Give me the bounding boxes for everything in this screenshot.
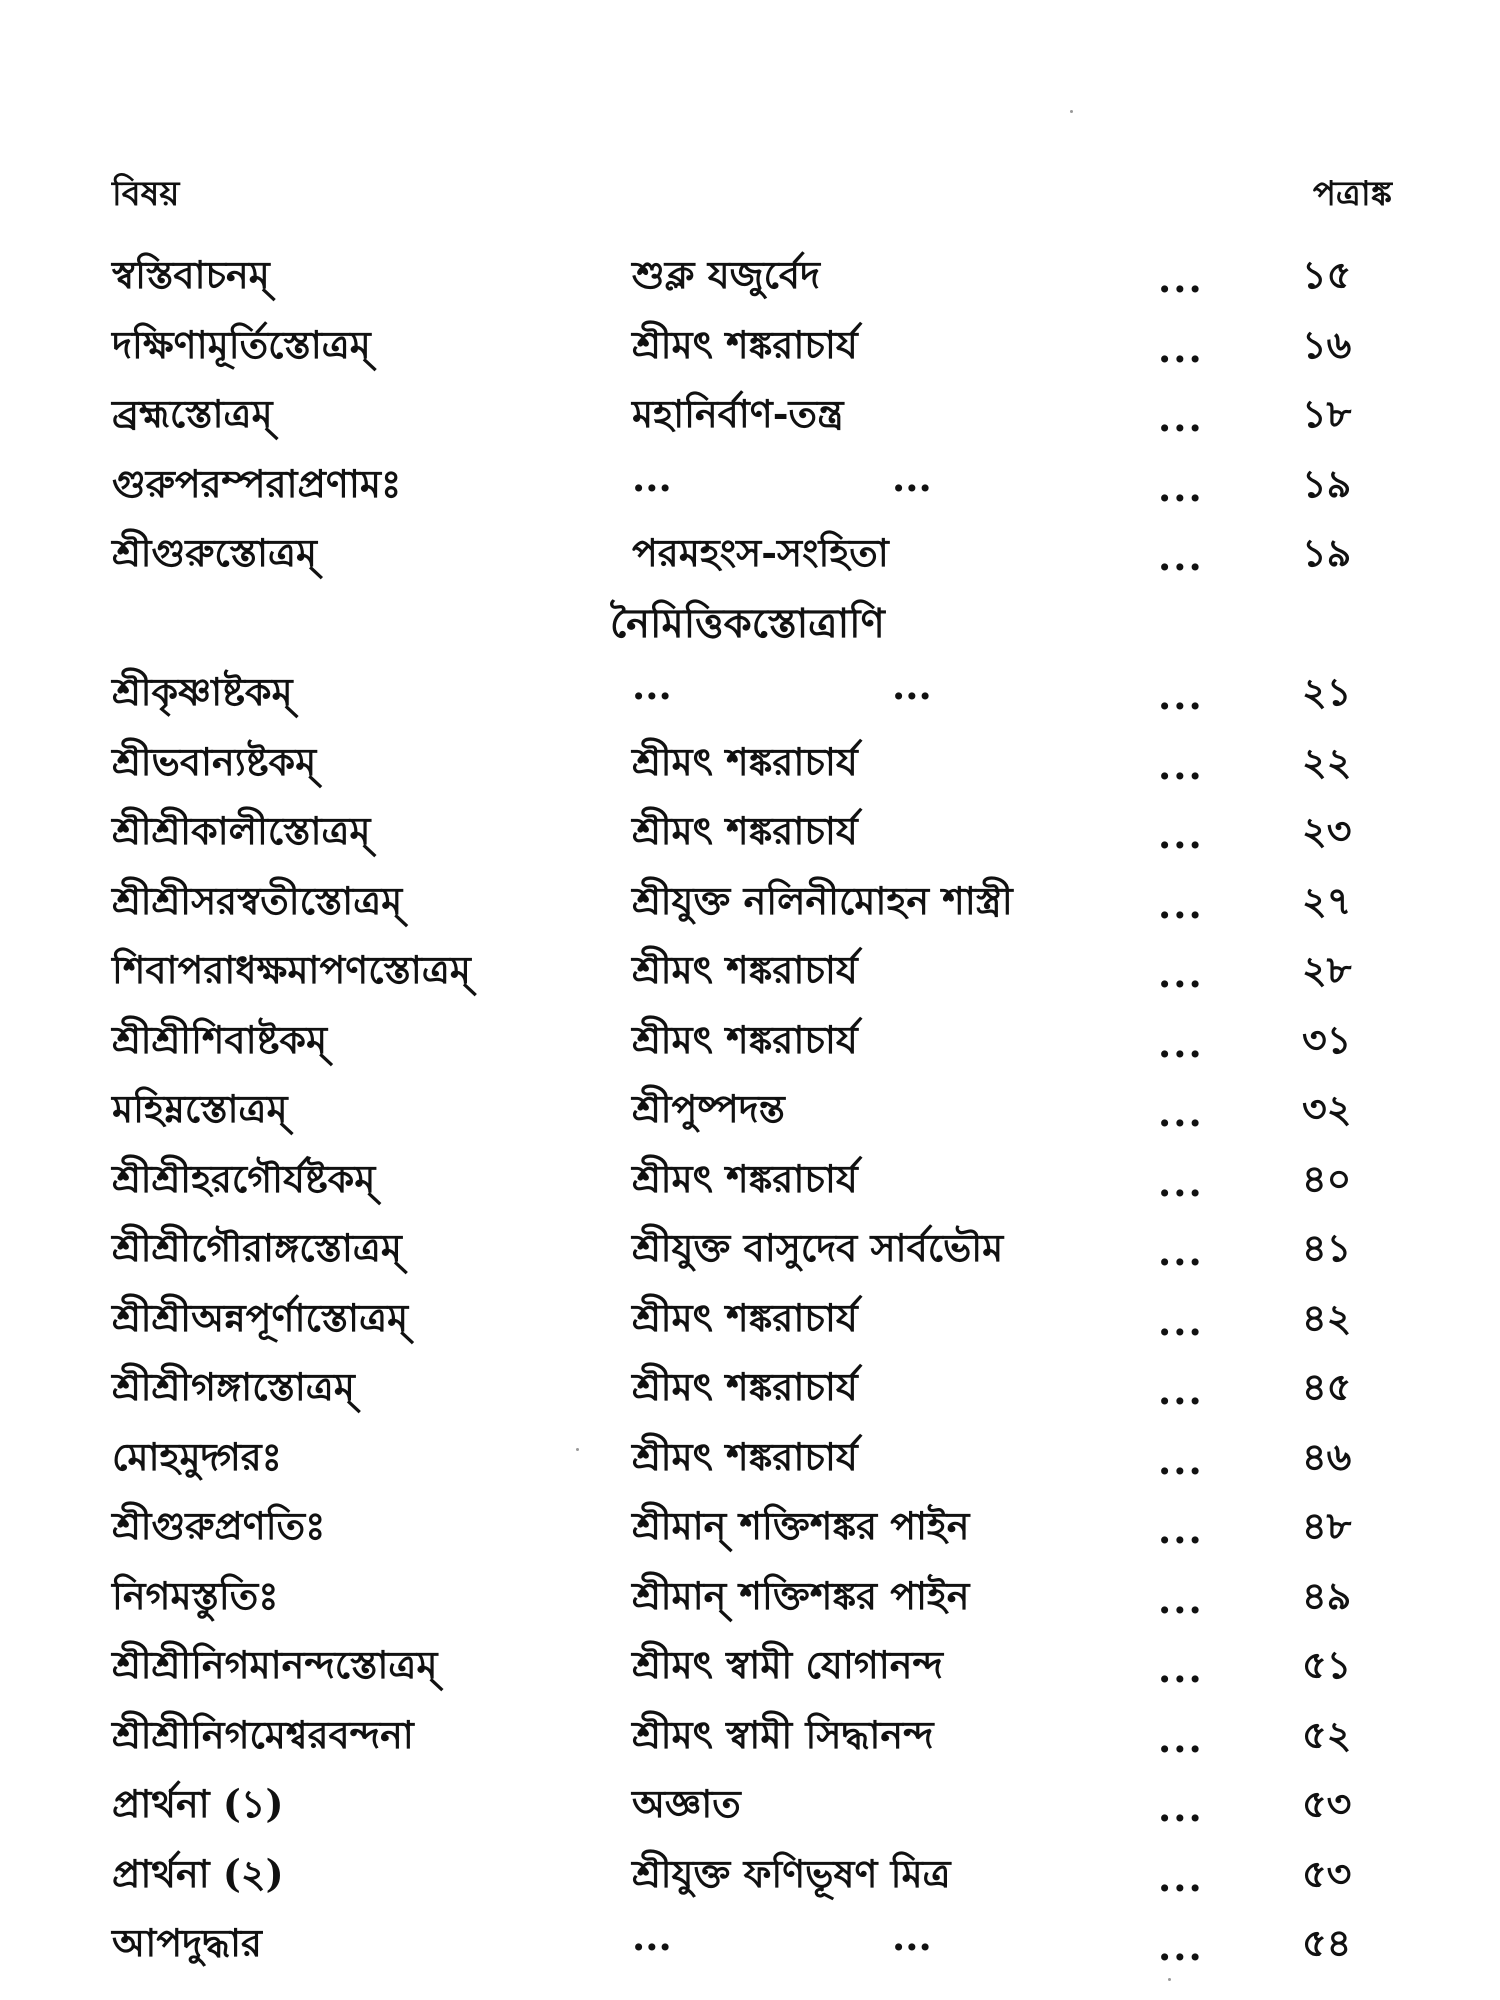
toc-title: আপদুদ্ধার bbox=[112, 1920, 262, 1965]
toc-title: শ্রীভবান্যষ্টকম্ bbox=[112, 738, 317, 784]
toc-title: শ্রীশ্রীশিবাষ্টকম্ bbox=[112, 1016, 328, 1062]
toc-row bbox=[112, 1072, 1392, 1142]
leader-dots: ... bbox=[1158, 325, 1204, 371]
toc-author: শুক্ল যজুর্বেদ bbox=[632, 252, 820, 297]
leader-dots: ... bbox=[1158, 1090, 1204, 1135]
toc-author: শ্রীমৎ শঙ্করাচার্য bbox=[632, 1016, 858, 1062]
leader-dots: ... bbox=[1158, 1159, 1204, 1205]
toc-page-number: ৫৩ bbox=[1302, 1850, 1352, 1896]
toc-row bbox=[112, 1837, 1392, 1907]
leader-dots: ... bbox=[1158, 1229, 1204, 1274]
toc-author: শ্রীযুক্ত বাসুদেব সার্বভৌম bbox=[632, 1225, 1004, 1270]
leader-dots: ... bbox=[1158, 1576, 1204, 1622]
toc-author: পরমহংস-সংহিতা bbox=[632, 530, 889, 575]
leader-dots: ... bbox=[1158, 951, 1204, 996]
leader-dots: ... bbox=[1158, 881, 1204, 927]
toc-title: শ্রীশ্রীকালীস্তোত্রম্ bbox=[112, 808, 371, 853]
toc-row bbox=[112, 1003, 1392, 1073]
leader-dots: ... bbox=[1158, 395, 1204, 440]
toc-page-number: ৪২ bbox=[1302, 1294, 1352, 1340]
leader-dots: ... bbox=[1158, 1924, 1204, 1969]
toc-page-number: ২৭ bbox=[1302, 877, 1352, 923]
toc-page-number: ৪৯ bbox=[1302, 1572, 1352, 1618]
toc-title: শ্রীশ্রীহরগৌর্যষ্টকম্ bbox=[112, 1155, 376, 1201]
toc-row bbox=[112, 1350, 1392, 1420]
toc-page-number: ৪০ bbox=[1302, 1155, 1352, 1201]
leader-dots: ... bbox=[1158, 256, 1204, 301]
toc-row bbox=[112, 308, 1392, 378]
toc-row bbox=[112, 1489, 1392, 1559]
toc-row bbox=[112, 516, 1392, 586]
author-placeholder-dots: ... bbox=[632, 663, 672, 708]
toc-author: মহানির্বাণ-তন্ত্র bbox=[632, 391, 844, 436]
leader-dots: ... bbox=[1158, 1715, 1204, 1761]
toc-title: শ্রীশ্রীনিগমানন্দস্তোত্রম্ bbox=[112, 1642, 438, 1687]
toc-page-number: ৫৪ bbox=[1302, 1920, 1352, 1965]
toc-row bbox=[112, 1906, 1392, 1976]
toc-row bbox=[112, 864, 1392, 934]
toc-title: ব্রহ্মস্তোত্রম্ bbox=[112, 391, 273, 436]
author-placeholder-dots: ... bbox=[892, 663, 932, 708]
toc-author: শ্রীমৎ স্বামী সিদ্ধানন্দ bbox=[632, 1711, 934, 1757]
leader-dots: ... bbox=[1158, 1646, 1204, 1691]
toc-title: শিবাপরাধক্ষমাপণস্তোত্রম্ bbox=[112, 947, 471, 992]
toc-page-number: ১৯ bbox=[1302, 530, 1352, 575]
toc-title: শ্রীশ্রীঅন্নপূর্ণাস্তোত্রম্ bbox=[112, 1294, 409, 1340]
toc-title: শ্রীশ্রীনিগমেশ্বরবন্দনা bbox=[112, 1711, 414, 1757]
leader-dots: ... bbox=[1158, 1854, 1204, 1900]
section-heading-row bbox=[112, 586, 1392, 656]
toc-page-number: ৪৬ bbox=[1302, 1433, 1352, 1479]
toc-row bbox=[112, 1211, 1392, 1281]
toc-author: শ্রীমৎ শঙ্করাচার্য bbox=[632, 738, 858, 784]
toc-page-number: ৩২ bbox=[1302, 1086, 1352, 1131]
paper-speck bbox=[1070, 110, 1073, 113]
toc-row bbox=[112, 1281, 1392, 1351]
toc-page-number: ৫১ bbox=[1302, 1642, 1352, 1687]
toc-author: শ্রীমান্ শক্তিশঙ্কর পাইন bbox=[632, 1572, 970, 1618]
toc-page-number: ২২ bbox=[1302, 738, 1352, 784]
section-title: নৈমিত্তিকস্তোত্রাণি bbox=[610, 599, 885, 647]
toc-author: শ্রীপুষ্পদন্ত bbox=[632, 1086, 785, 1131]
toc-page-number: ১৬ bbox=[1302, 321, 1352, 367]
toc-author: শ্রীমৎ শঙ্করাচার্য bbox=[632, 808, 858, 853]
toc-author bbox=[632, 663, 932, 708]
toc-row bbox=[112, 1767, 1392, 1837]
toc-author: শ্রীযুক্ত নলিনীমোহন শাস্ত্রী bbox=[632, 877, 1013, 923]
author-placeholder-dots: ... bbox=[892, 1914, 932, 1959]
toc-page-number: ১৯ bbox=[1302, 460, 1352, 506]
toc-page-number: ২১ bbox=[1302, 669, 1352, 714]
toc-title: শ্রীগুরুস্তোত্রম্ bbox=[112, 530, 318, 575]
toc-title: শ্রীগুরুপ্রণতিঃ bbox=[112, 1503, 326, 1548]
leader-dots: ... bbox=[1158, 1785, 1204, 1830]
author-placeholder-dots: ... bbox=[632, 454, 672, 500]
toc-row bbox=[112, 655, 1392, 725]
toc-row bbox=[112, 377, 1392, 447]
leader-dots: ... bbox=[1158, 742, 1204, 788]
page-number-heading: পত্রাঙ্ক bbox=[1312, 174, 1392, 214]
toc-author: শ্রীমৎ শঙ্করাচার্য bbox=[632, 1433, 858, 1479]
toc-title: মোহমুদ্গরঃ bbox=[112, 1433, 282, 1479]
toc-title: শ্রীকৃষ্ণাষ্টকম্ bbox=[112, 669, 293, 714]
toc-author: শ্রীমৎ শঙ্করাচার্য bbox=[632, 1155, 858, 1201]
leader-dots: ... bbox=[1158, 534, 1204, 579]
toc-title: মহিম্নস্তোত্রম্ bbox=[112, 1086, 288, 1131]
leader-dots: ... bbox=[1158, 1298, 1204, 1344]
leader-dots: ... bbox=[1158, 464, 1204, 510]
toc-title: গুরুপরম্পরাপ্রণামঃ bbox=[112, 460, 402, 506]
subject-heading: বিষয় bbox=[112, 174, 180, 214]
toc-page-number: ২৩ bbox=[1302, 808, 1352, 853]
toc-row bbox=[112, 1628, 1392, 1698]
toc-page-number: ১৫ bbox=[1302, 252, 1352, 297]
toc-author bbox=[632, 1914, 932, 1959]
leader-dots: ... bbox=[1158, 1368, 1204, 1413]
toc-title: শ্রীশ্রীসরস্বতীস্তোত্রম্ bbox=[112, 877, 403, 923]
toc-author: শ্রীযুক্ত ফণিভূষণ মিত্র bbox=[632, 1850, 951, 1896]
toc-title: নিগমস্তুতিঃ bbox=[112, 1572, 279, 1618]
toc-header bbox=[112, 168, 1392, 218]
toc-row bbox=[112, 1698, 1392, 1768]
toc-page-number: ৪৮ bbox=[1302, 1503, 1352, 1548]
toc-page-number: ১৮ bbox=[1302, 391, 1352, 436]
author-placeholder-dots: ... bbox=[632, 1914, 672, 1959]
paper-speck bbox=[1168, 1978, 1171, 1981]
paper-speck bbox=[576, 1448, 579, 1451]
toc-author: শ্রীমৎ শঙ্করাচার্য bbox=[632, 321, 858, 367]
toc-row bbox=[112, 447, 1392, 517]
toc-title: স্বস্তিবাচনম্ bbox=[112, 252, 270, 297]
toc-page-number: ৪১ bbox=[1302, 1225, 1352, 1270]
toc-title: শ্রীশ্রীগৌরাঙ্গস্তোত্রম্ bbox=[112, 1225, 402, 1270]
toc-author: শ্রীমৎ স্বামী যোগানন্দ bbox=[632, 1642, 943, 1687]
toc-title: প্রার্থনা (২) bbox=[112, 1850, 284, 1896]
toc-author bbox=[632, 455, 932, 500]
toc-title: প্রার্থনা (১) bbox=[112, 1781, 284, 1826]
toc-row bbox=[112, 1420, 1392, 1490]
toc-author: অজ্ঞাত bbox=[632, 1781, 741, 1826]
toc-row bbox=[112, 725, 1392, 795]
toc-author: শ্রীমৎ শঙ্করাচার্য bbox=[632, 1364, 858, 1409]
toc-page-number: ৩১ bbox=[1302, 1016, 1352, 1062]
leader-dots: ... bbox=[1158, 812, 1204, 857]
table-of-contents bbox=[112, 238, 1392, 1976]
toc-title: দক্ষিণামূর্তিস্তোত্রম্ bbox=[112, 321, 371, 367]
toc-author: শ্রীমান্ শক্তিশঙ্কর পাইন bbox=[632, 1503, 970, 1548]
toc-page-number: ৫২ bbox=[1302, 1711, 1352, 1757]
toc-author: শ্রীমৎ শঙ্করাচার্য bbox=[632, 947, 858, 992]
toc-page-number: ৫৩ bbox=[1302, 1781, 1352, 1826]
toc-page-number: ২৮ bbox=[1302, 947, 1352, 992]
toc-row bbox=[112, 238, 1392, 308]
toc-page-number: ৪৫ bbox=[1302, 1364, 1352, 1409]
toc-row bbox=[112, 1142, 1392, 1212]
toc-row bbox=[112, 1559, 1392, 1629]
leader-dots: ... bbox=[1158, 673, 1204, 718]
toc-row bbox=[112, 933, 1392, 1003]
toc-row bbox=[112, 794, 1392, 864]
author-placeholder-dots: ... bbox=[892, 454, 932, 500]
leader-dots: ... bbox=[1158, 1507, 1204, 1552]
toc-title: শ্রীশ্রীগঙ্গাস্তোত্রম্ bbox=[112, 1364, 355, 1409]
toc-author: শ্রীমৎ শঙ্করাচার্য bbox=[632, 1294, 858, 1340]
leader-dots: ... bbox=[1158, 1437, 1204, 1483]
leader-dots: ... bbox=[1158, 1020, 1204, 1066]
